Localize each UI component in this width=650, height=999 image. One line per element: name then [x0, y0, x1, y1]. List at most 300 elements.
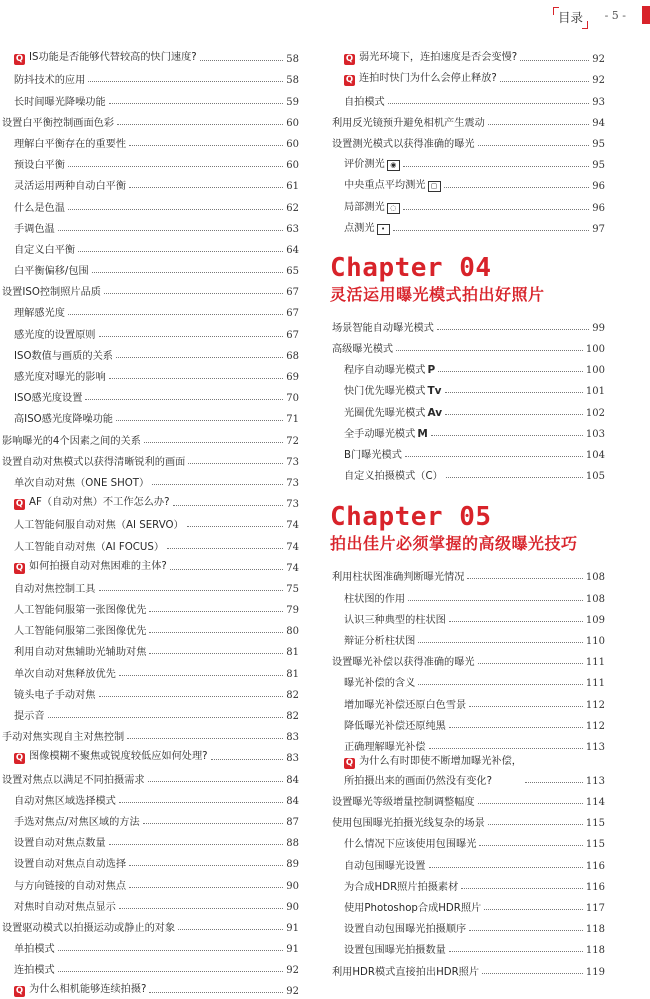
toc-entry[interactable]	[330, 649, 605, 670]
toc-entry[interactable]	[0, 830, 299, 851]
toc-entry[interactable]	[0, 216, 299, 237]
toc-entry-title-text: ISO感光度设置	[14, 393, 83, 405]
toc-entry-title-text: 自动对焦控制工具	[14, 583, 96, 595]
toc-entry[interactable]	[330, 315, 605, 336]
toc-entry-title-text: ISO数值与画质的关系	[14, 350, 113, 362]
dot-leader	[449, 621, 583, 622]
toc-entry-title	[344, 590, 405, 607]
toc-entry-title	[14, 980, 146, 999]
toc-entry[interactable]	[330, 399, 605, 420]
toc-entry-page: 115	[585, 818, 605, 830]
toc-entry[interactable]	[330, 564, 605, 585]
question-icon: Q	[345, 757, 354, 768]
toc-entry-page: 79	[286, 605, 299, 617]
toc-entry[interactable]	[330, 46, 605, 67]
toc-entry-page: 105	[585, 471, 605, 483]
dot-leader	[170, 569, 283, 570]
toc-entry-title-text: 如何拍摄自动对焦困难的主体?	[29, 560, 167, 572]
toc-entry-title	[344, 941, 446, 958]
toc-entry[interactable]	[0, 915, 299, 936]
toc-entry[interactable]	[0, 67, 299, 88]
toc-entry[interactable]	[0, 660, 299, 681]
toc-entry-title	[2, 919, 175, 936]
toc-entry-title-text: 连拍模式	[14, 965, 55, 977]
toc-entry-title	[344, 467, 443, 484]
toc-entry-page: 100	[585, 365, 605, 377]
dot-leader	[68, 166, 283, 167]
toc-entry[interactable]	[0, 533, 299, 554]
toc-entry[interactable]	[0, 110, 299, 131]
toc-entry[interactable]	[0, 618, 299, 639]
toc-entry-title-text: 高ISO感光度降噪功能	[14, 414, 113, 426]
toc-entry-page: 62	[286, 202, 299, 214]
chapter-05	[330, 502, 605, 979]
toc-entry-title-text: 单次自动对焦释放优先	[14, 668, 116, 680]
toc-entry[interactable]	[330, 173, 605, 194]
dot-leader	[117, 124, 283, 125]
dot-leader	[445, 414, 583, 415]
toc-entry-page: 110	[585, 635, 605, 647]
chapter-heading: Chapter 04	[330, 252, 492, 283]
toc-entry-title	[332, 340, 393, 357]
toc-entry-title-text: 手调色温	[14, 223, 55, 235]
toc-column-right	[330, 46, 605, 980]
toc-entry-page: 96	[592, 181, 605, 193]
toc-entry-page: 83	[286, 732, 299, 744]
dot-leader	[109, 844, 284, 845]
toc-entry-title-text: 利用柱状图准确判断曝光情况	[332, 572, 465, 584]
dot-leader	[116, 420, 283, 421]
toc-entry[interactable]	[330, 713, 605, 734]
toc-entry[interactable]	[330, 463, 605, 484]
toc-entry-title	[14, 220, 55, 237]
toc-entry[interactable]	[0, 237, 299, 258]
toc-entry-title	[14, 834, 106, 851]
dot-leader	[58, 950, 284, 951]
toc-entry-title-text: 自动包围曝光设置	[344, 860, 426, 872]
toc-entry-title	[14, 410, 113, 427]
toc-entry-title	[14, 855, 126, 872]
toc-entry-title	[332, 135, 475, 152]
toc-entry-title-text: 影响曝光的4个因素之间的关系	[2, 435, 141, 447]
toc-entry-page: 82	[286, 711, 299, 722]
toc-entry-page: 99	[592, 322, 605, 334]
toc-entry-page: 111	[585, 657, 605, 669]
toc-entry-page: 113	[585, 741, 605, 753]
toc-entry-title	[14, 961, 55, 978]
toc-entry-title-text: 设置自动对焦点数量	[14, 838, 106, 850]
toc-entry-title-text: 高级曝光模式	[332, 344, 394, 356]
toc-entry-title-text: 设置自动包围曝光拍摄顺序	[344, 924, 467, 936]
toc-entry[interactable]	[330, 585, 605, 606]
toc-entry[interactable]	[330, 755, 605, 789]
toc-entry-text-block	[344, 752, 522, 789]
chapter-title: 灵活运用曝光模式拍出好照片	[330, 284, 545, 304]
toc-entry-title	[14, 686, 96, 703]
toc-entry-title	[14, 493, 170, 512]
toc-entry-page: 94	[592, 117, 605, 129]
toc-entry[interactable]	[330, 110, 605, 131]
toc-entry-page: 91	[286, 922, 299, 934]
toc-entry-page: 68	[286, 350, 299, 362]
toc-entry-title-text: 灵活运用两种自动白平衡	[14, 181, 127, 193]
dot-leader	[104, 293, 283, 294]
toc-entry[interactable]	[330, 852, 605, 873]
dot-leader	[58, 230, 284, 231]
metering-mode-icon: •	[377, 224, 390, 235]
toc-entry[interactable]	[330, 378, 605, 399]
toc-entry[interactable]	[330, 607, 605, 628]
bracket-decoration	[553, 7, 559, 15]
toc-entry[interactable]	[0, 936, 299, 957]
toc-entry[interactable]	[330, 67, 605, 88]
dot-leader	[129, 187, 283, 188]
toc-entry-title-text: 对焦时自动对焦点显示	[14, 901, 116, 913]
toc-entry[interactable]	[330, 874, 605, 895]
toc-entry[interactable]	[0, 957, 299, 978]
toc-entry-page: 102	[585, 407, 605, 419]
toc-entry-page: 74	[286, 562, 299, 574]
toc-entry-title-text: 图像模糊不聚焦或锐度较低应如何处理?	[29, 751, 208, 763]
dot-leader	[129, 145, 283, 146]
dot-leader	[188, 463, 283, 464]
toc-entry-title-text: 自拍模式	[344, 96, 385, 108]
toc-entry-title-text: 与方向链接的自动对焦点	[14, 880, 127, 892]
toc-entry[interactable]	[0, 321, 299, 342]
toc-entry-title-text: 设置曝光补偿以获得准确的曝光	[332, 657, 475, 669]
toc-entry-title	[14, 241, 75, 258]
question-icon: Q	[345, 75, 354, 86]
toc-entry-title-text: 设置自动对焦点自动选择	[14, 859, 127, 871]
toc-entry-title	[14, 877, 126, 894]
toc-entry-page: 72	[286, 435, 299, 447]
toc-entry[interactable]	[330, 628, 605, 649]
toc-entry-page: 115	[585, 839, 605, 851]
toc-entry[interactable]	[330, 442, 605, 463]
dot-leader	[488, 824, 583, 825]
toc-entry-page: 73	[286, 456, 299, 468]
toc-entry-title	[14, 262, 89, 279]
dot-leader	[449, 951, 583, 952]
toc-entry[interactable]	[330, 831, 605, 852]
toc-entry-title-text: 使用包围曝光拍摄光线复杂的场景	[332, 818, 485, 830]
dot-leader	[438, 371, 583, 372]
toc-entry-page: 103	[585, 428, 605, 440]
toc-entry-title-text: 快门优先曝光模式	[344, 386, 426, 398]
toc-entry-page: 89	[286, 859, 299, 871]
toc-entry-title-text: 场景智能自动曝光模式	[332, 322, 434, 334]
toc-entry-page: 118	[585, 945, 605, 957]
toc-entry[interactable]	[0, 809, 299, 830]
toc-entry-title-text: 使用Photoshop合成HDR照片	[344, 903, 482, 914]
toc-entry[interactable]	[0, 597, 299, 618]
toc-entry-page: 109	[585, 614, 605, 626]
bracket-decoration	[582, 21, 588, 29]
toc-entry-title	[332, 814, 485, 831]
dot-leader	[78, 251, 283, 252]
toc-entry-title-text: 点测光	[344, 222, 375, 234]
chapter-entries	[330, 564, 605, 979]
toc-entry-title-text: 什么是色温	[14, 202, 65, 214]
toc-entry[interactable]	[0, 46, 299, 67]
toc-entry-title	[14, 48, 197, 67]
toc-entry-page: 70	[286, 393, 299, 405]
dot-leader	[149, 992, 283, 993]
toc-entry-title	[344, 155, 400, 173]
toc-entry-page: 112	[585, 720, 605, 732]
toc-entry-title-line2: 所拍摄出来的画面仍然没有变化?	[344, 775, 493, 787]
toc-entry-title-text: 正确理解曝光补偿	[344, 741, 426, 753]
toc-entry[interactable]	[0, 173, 299, 194]
toc-entry[interactable]	[330, 670, 605, 691]
toc-entry[interactable]	[0, 258, 299, 279]
toc-entry-title	[344, 899, 481, 916]
dot-leader	[129, 865, 283, 866]
toc-entry[interactable]	[0, 364, 299, 385]
question-icon: Q	[15, 499, 24, 510]
exposure-mode-symbol: M	[417, 427, 428, 440]
toc-entry[interactable]	[0, 872, 299, 893]
toc-entry[interactable]	[0, 724, 299, 745]
dot-leader	[116, 357, 283, 358]
toc-entry-title-text: 单次自动对焦（ONE SHOT）	[14, 477, 150, 489]
toc-entry-title	[2, 728, 124, 745]
dot-leader	[478, 145, 590, 146]
toc-entry-title-text: 柱状图的作用	[344, 593, 406, 605]
toc-entry[interactable]	[0, 470, 299, 491]
toc-entry-page: 74	[286, 541, 299, 553]
toc-entry-page: 67	[286, 308, 299, 320]
toc-entry-page: 60	[286, 138, 299, 150]
red-tab-marker	[642, 6, 650, 24]
toc-entry[interactable]	[0, 88, 299, 109]
toc-entry[interactable]	[0, 194, 299, 215]
toc-entry[interactable]	[0, 682, 299, 703]
toc-entry[interactable]	[0, 449, 299, 470]
dot-leader	[152, 484, 283, 485]
toc-entry-title	[14, 940, 55, 957]
dot-leader	[418, 684, 583, 685]
toc-entry[interactable]	[330, 88, 605, 109]
toc-entry-title	[2, 283, 101, 300]
toc-entry[interactable]	[330, 789, 605, 810]
toc-entry[interactable]	[0, 555, 299, 576]
dot-leader	[129, 887, 283, 888]
dot-leader	[445, 392, 583, 393]
dot-leader	[149, 632, 283, 633]
toc-entry[interactable]	[330, 357, 605, 378]
dot-leader	[68, 209, 283, 210]
toc-entry[interactable]	[0, 576, 299, 597]
dot-leader	[478, 663, 583, 664]
dot-leader	[200, 60, 284, 61]
toc-entry[interactable]	[330, 216, 605, 237]
toc-entry-title-text: 中央重点平均测光	[344, 180, 426, 192]
toc-entry-page: 100	[585, 344, 605, 356]
toc-entry-page: 92	[592, 54, 605, 66]
toc-entry-page: 92	[286, 965, 299, 977]
toc-entry[interactable]	[0, 343, 299, 364]
toc-entry[interactable]	[0, 491, 299, 512]
toc-entry-title	[344, 835, 476, 852]
dot-leader	[173, 505, 284, 506]
toc-entry-page: 63	[286, 223, 299, 235]
toc-entry[interactable]	[330, 336, 605, 357]
toc-entry[interactable]	[0, 745, 299, 766]
toc-entry-title	[344, 425, 428, 442]
toc-entry[interactable]	[330, 958, 605, 979]
dot-leader	[408, 600, 583, 601]
toc-entry[interactable]	[330, 937, 605, 958]
toc-entry-title-text: 白平衡偏移/包围	[14, 266, 89, 278]
toc-entry-title-text: 手选对焦点/对焦区域的方法	[14, 816, 140, 828]
toc-entry-title	[14, 898, 116, 915]
toc-entry-title-text: 单拍模式	[14, 944, 55, 956]
toc-entry-title	[332, 653, 475, 670]
toc-entry[interactable]	[330, 810, 605, 831]
toc-entry-title	[14, 368, 106, 385]
toc-entry-title	[344, 219, 390, 237]
toc-entry-title-text: 理解白平衡存在的重要性	[14, 138, 127, 150]
toc-entry-title-text: 设置ISO控制照片品质	[2, 287, 101, 299]
toc-entry-title	[14, 93, 106, 110]
toc-entry-title	[332, 793, 475, 810]
toc-entry-title-text: 认识三种典型的柱状图	[344, 614, 446, 626]
toc-entry-page: 75	[286, 583, 299, 595]
toc-entry[interactable]	[330, 194, 605, 215]
toc-entry[interactable]	[0, 978, 299, 999]
toc-entry[interactable]	[0, 131, 299, 152]
toc-entry-title-text: 手动对焦实现自主对焦控制	[2, 732, 125, 744]
toc-entry-page: 95	[592, 160, 605, 172]
toc-entry-page: 111	[585, 678, 605, 690]
toc-entry-page: 90	[286, 880, 299, 892]
toc-entry-title-text: 自动对焦区域选择模式	[14, 795, 116, 807]
toc-entry-title	[344, 404, 442, 421]
toc-entry-page: 97	[592, 223, 605, 235]
toc-entry-title	[332, 114, 485, 131]
toc-entry-title	[14, 199, 65, 216]
toc-entry-page: 82	[286, 689, 299, 701]
toc-entry[interactable]	[0, 427, 299, 448]
toc-entry[interactable]	[0, 788, 299, 809]
toc-entry-title	[344, 198, 400, 216]
toc-entry-page: 73	[286, 499, 299, 511]
toc-entry[interactable]	[330, 895, 605, 916]
toc-entry-page: 80	[286, 626, 299, 638]
dot-leader	[482, 973, 583, 974]
toc-entry[interactable]	[0, 703, 299, 724]
toc-entry[interactable]	[0, 279, 299, 300]
dot-leader	[418, 642, 583, 643]
toc-entry-page: 84	[286, 774, 299, 786]
toc-entry[interactable]	[330, 916, 605, 937]
toc-entry-title-text: 全手动曝光模式	[344, 428, 416, 440]
toc-entry[interactable]	[0, 512, 299, 533]
toc-entry-title	[14, 643, 146, 660]
dot-leader	[431, 435, 583, 436]
toc-entry-title-text: 降低曝光补偿还原纯黑	[344, 720, 446, 732]
dot-leader	[109, 378, 284, 379]
toc-entry-title-text: 自定义拍摄模式（C）	[344, 471, 443, 483]
toc-entry-title	[344, 69, 497, 88]
toc-entry[interactable]	[0, 406, 299, 427]
toc-entry-title	[344, 611, 446, 628]
toc-entry-title	[332, 319, 434, 336]
toc-entry-page: 74	[286, 520, 299, 532]
toc-entry-page: 114	[585, 797, 605, 809]
toc-entry[interactable]	[330, 152, 605, 173]
question-icon: Q	[15, 54, 24, 65]
toc-entry-page: 84	[286, 795, 299, 807]
question-icon: Q	[15, 986, 24, 997]
toc-entry[interactable]	[0, 894, 299, 915]
toc-entry-title-text: 连拍时快门为什么会停止释放?	[359, 73, 497, 85]
toc-entry[interactable]	[0, 300, 299, 321]
toc-entry-title	[14, 557, 167, 576]
dot-leader	[99, 696, 284, 697]
toc-entry[interactable]	[330, 421, 605, 442]
dot-leader	[429, 867, 583, 868]
toc-entry-title-text: 弱光环境下，连拍速度是否会变慢?	[359, 52, 518, 64]
toc-entry-page: 96	[592, 202, 605, 214]
dot-leader	[119, 908, 283, 909]
dot-leader	[403, 209, 590, 210]
dot-leader	[119, 802, 283, 803]
dot-leader	[525, 782, 583, 783]
toc-entry-title-text: 长时间曝光降噪功能	[14, 96, 106, 108]
toc-entry-page: 90	[286, 901, 299, 913]
dot-leader	[461, 888, 583, 889]
toc-entry-title-text: 局部测光	[344, 201, 385, 213]
toc-entry[interactable]	[0, 851, 299, 872]
toc-entry-page: 116	[585, 881, 605, 893]
dot-leader	[393, 230, 590, 231]
toc-entry[interactable]	[330, 691, 605, 712]
toc-entry-title-text: 镜头电子手动对焦	[14, 689, 96, 701]
toc-entry-page: 69	[286, 372, 299, 383]
toc-entry[interactable]	[0, 639, 299, 660]
toc-entry-title-text: 人工智能伺服第一张图像优先	[14, 605, 147, 617]
toc-entry-title	[344, 382, 442, 399]
chapter-heading: Chapter 05	[330, 502, 492, 533]
toc-entry[interactable]	[0, 766, 299, 787]
metering-mode-icon: ◌	[387, 203, 400, 214]
toc-entry-title	[332, 568, 464, 585]
toc-entry-title-text: 人工智能自动对焦（AI FOCUS）	[14, 541, 165, 553]
toc-column-left	[0, 46, 299, 999]
toc-entry-title	[344, 857, 426, 874]
toc-entry-title	[344, 717, 446, 734]
metering-mode-icon: ◉	[387, 160, 400, 171]
toc-entry-page: 101	[585, 386, 605, 398]
dot-leader	[167, 548, 283, 549]
dot-leader	[211, 759, 284, 760]
toc-entry[interactable]	[0, 385, 299, 406]
toc-entry[interactable]	[330, 131, 605, 152]
dot-leader	[88, 81, 283, 82]
toc-entry-title	[14, 474, 149, 491]
toc-entry-title-text: 设置测光模式以获得准确的曝光	[332, 138, 475, 150]
toc-entry-title	[14, 516, 184, 533]
toc-entry-title	[2, 453, 185, 470]
toc-entry-page: 119	[585, 966, 605, 978]
toc-entry-title-text: 辩证分析柱状图	[344, 635, 416, 647]
toc-entry-title	[344, 361, 435, 378]
toc-entry[interactable]	[0, 152, 299, 173]
toc-section-continued	[330, 46, 605, 237]
toc-entry-page: 60	[286, 117, 299, 129]
